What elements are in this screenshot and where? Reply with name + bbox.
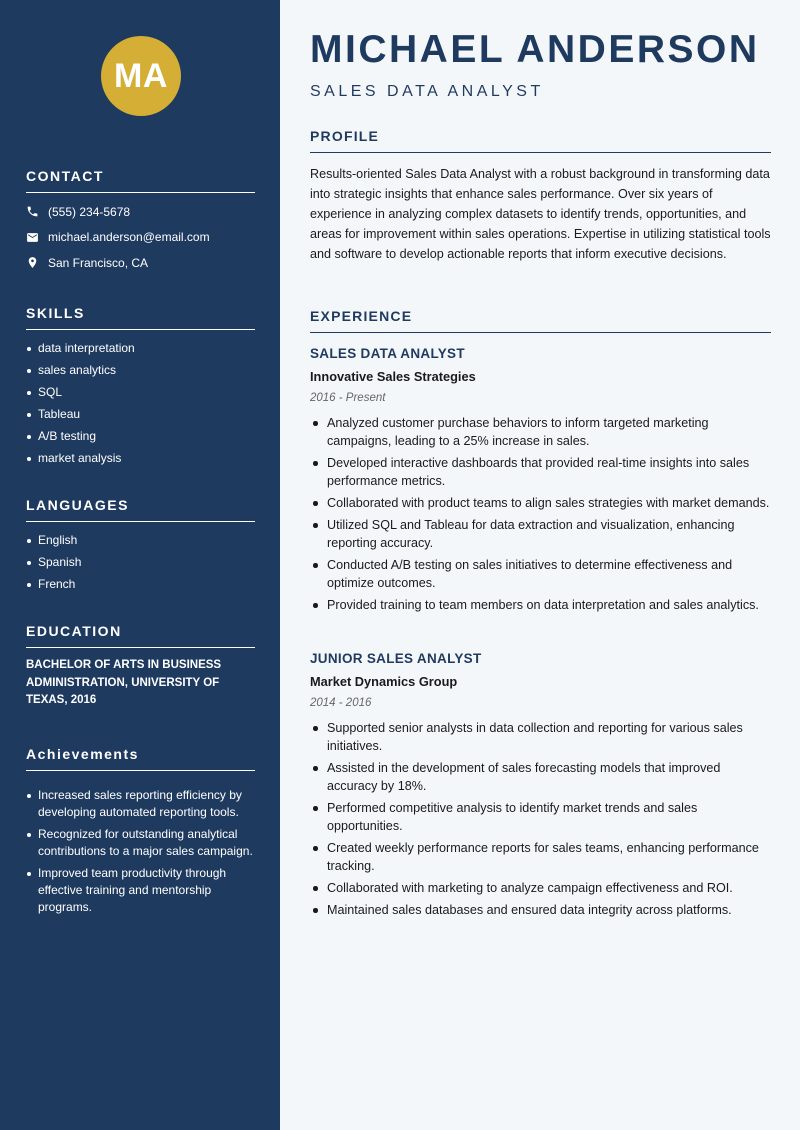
skill-item: sales analytics bbox=[26, 362, 255, 384]
job-bullet: Supported senior analysts in data collection and reporting for various sales initiatives. bbox=[310, 719, 771, 755]
job-bullet: Analyzed customer purchase behaviors to inform targeted marketing campaigns, leading to a 25% increase in sales. bbox=[310, 414, 771, 450]
job-bullet: Performed competitive analysis to identify market trends and sales opportunities. bbox=[310, 799, 771, 835]
phone-text: (555) 234-5678 bbox=[48, 204, 131, 219]
languages-heading: LANGUAGES bbox=[26, 497, 255, 522]
email-icon bbox=[26, 231, 48, 244]
skill-item: A/B testing bbox=[26, 428, 255, 450]
job-bullet: Developed interactive dashboards that provided real-time insights into sales performance metrics. bbox=[310, 454, 771, 490]
language-item: French bbox=[26, 576, 255, 598]
email-text: michael.anderson@email.com bbox=[48, 230, 210, 245]
education-heading: EDUCATION bbox=[26, 623, 255, 648]
job-title: JUNIOR SALES ANALYST bbox=[310, 651, 482, 666]
contact-email bbox=[26, 225, 255, 251]
contact-phone bbox=[26, 199, 255, 225]
job-bullet: Maintained sales databases and ensured data integrity across platforms. bbox=[310, 901, 771, 919]
job-title: SALES DATA ANALYST bbox=[310, 346, 465, 361]
education-degree: BACHELOR OF ARTS IN BUSINESS ADMINISTRATION, UNIVERSITY OF TEXAS, 2016 bbox=[26, 659, 222, 706]
skill-item: data interpretation bbox=[26, 340, 255, 362]
job-entry bbox=[310, 346, 771, 618]
job-dates: 2016 - Present bbox=[310, 392, 386, 404]
skill-item: market analysis bbox=[26, 450, 255, 472]
job-company: Market Dynamics Group bbox=[310, 674, 458, 689]
job-bullet: Provided training to team members on data interpretation and sales analytics. bbox=[310, 596, 771, 614]
contact-location bbox=[26, 250, 255, 276]
sidebar bbox=[0, 0, 280, 1130]
profile-heading: PROFILE bbox=[310, 128, 771, 153]
languages-section bbox=[26, 497, 255, 598]
job-bullet: Conducted A/B testing on sales initiatives to determine effectiveness and optimize outcomes. bbox=[310, 556, 771, 592]
experience-heading: EXPERIENCE bbox=[310, 308, 771, 333]
profile-summary: Results-oriented Sales Data Analyst with a robust background in transforming data into strategic insights that enhance sales performance. Over six years of experience in analyzing complex datasets to identify trends, opportunities, and areas for improvement within sales operations. Expertise in utilizing statistical tools and software to develop actionable reports that inform executive decisions. bbox=[310, 167, 771, 261]
job-bullet: Created weekly performance reports for sales teams, enhancing performance tracking. bbox=[310, 839, 771, 875]
skills-heading: SKILLS bbox=[26, 305, 255, 330]
languages-list bbox=[26, 532, 255, 598]
skill-item: SQL bbox=[26, 384, 255, 406]
skills-section bbox=[26, 305, 255, 472]
achievement-item: Recognized for outstanding analytical contributions to a major sales campaign. bbox=[26, 826, 255, 860]
candidate-title: SALES DATA ANALYST bbox=[310, 83, 544, 100]
education-section bbox=[26, 623, 255, 710]
job-entry bbox=[310, 651, 771, 923]
skills-list bbox=[26, 340, 255, 472]
contact-section bbox=[26, 168, 255, 276]
achievements-list bbox=[26, 787, 255, 916]
skill-item: Tableau bbox=[26, 406, 255, 428]
location-pin-icon bbox=[26, 256, 48, 269]
job-bullet: Collaborated with marketing to analyze campaign effectiveness and ROI. bbox=[310, 879, 771, 897]
location-text: San Francisco, CA bbox=[48, 255, 149, 270]
avatar: MA bbox=[101, 36, 181, 116]
job-dates: 2014 - 2016 bbox=[310, 697, 372, 709]
job-bullets bbox=[310, 719, 771, 919]
contact-heading: CONTACT bbox=[26, 168, 255, 193]
language-item: English bbox=[26, 532, 255, 554]
phone-icon bbox=[26, 205, 48, 218]
job-bullet: Collaborated with product teams to align sales strategies with market demands. bbox=[310, 494, 771, 512]
main-content bbox=[280, 0, 800, 1130]
job-bullet: Assisted in the development of sales forecasting models that improved accuracy by 18%. bbox=[310, 759, 771, 795]
achievements-section bbox=[26, 746, 255, 921]
achievement-item: Increased sales reporting efficiency by developing automated reporting tools. bbox=[26, 787, 255, 821]
job-company: Innovative Sales Strategies bbox=[310, 369, 476, 384]
job-bullets bbox=[310, 414, 771, 614]
language-item: Spanish bbox=[26, 554, 255, 576]
job-bullet: Utilized SQL and Tableau for data extraction and visualization, enhancing reporting accuracy. bbox=[310, 516, 771, 552]
achievement-item: Improved team productivity through effective training and mentorship programs. bbox=[26, 865, 255, 916]
achievements-heading: Achievements bbox=[26, 746, 255, 771]
candidate-name: MICHAEL ANDERSON bbox=[310, 28, 760, 71]
